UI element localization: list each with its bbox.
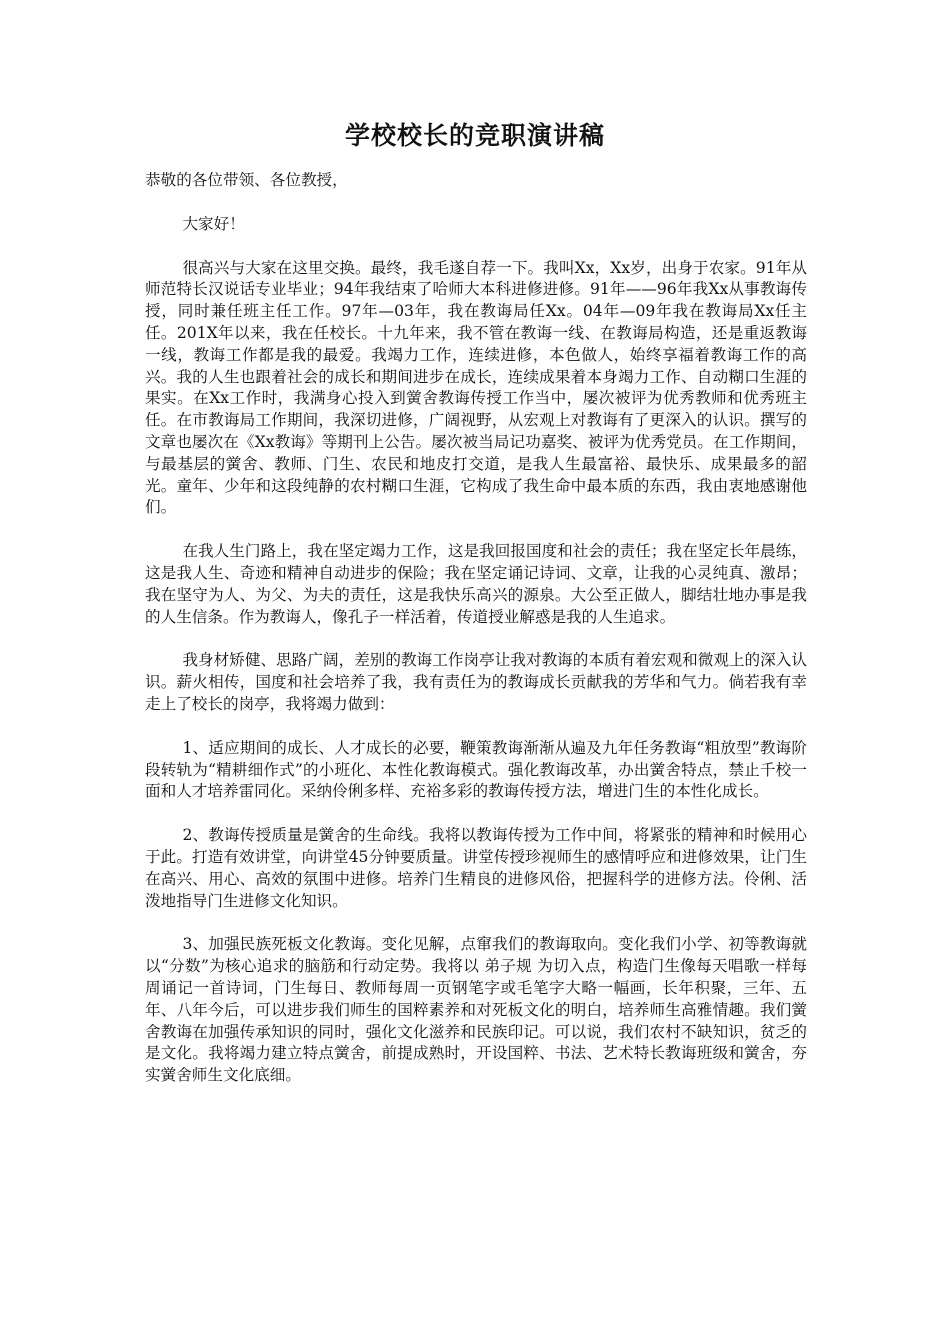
greeting: 大家好！ xyxy=(182,214,245,233)
paragraph-4: 1、适应期间的成长、人才成长的必要，鞭策教诲渐渐从遍及九年任务教诲“粗放型”教诲阶段转轨为“精耕细作式”的小班化、本性化教诲模式。强化教诲改革，办出黉舍特点，禁止千校一面和人才培养雷同化。采纳伶俐多样、充裕多彩的教诲传授方法，增进门生的本性化成长。 xyxy=(145,738,807,801)
paragraph-1: 很高兴与大家在这里交换。最终，我毛遂自荐一下。我叫Xx，Xx岁，出身于农家。91年从师范特长汉说话专业毕业；94年我结束了哈师大本科进修进修。91年——96年我Xx从事教诲传授，同时兼任班主任工作。97年—03年，我在教诲局任Xx。04年—09年我在教诲局Xx任主任。201X年以来，我在任校长。十九年来，我不管在教诲一线、在教诲局构造，还是重返教诲一线，教诲工作都是我的最爱。我竭力工作，连续进修，本色做人，始终享福着教诲工作的高兴。我的人生也跟着社会的成长和期间进步在成长，连续成果着本身竭力工作、自动糊口生涯的果实。在Xx工作时，我满身心投入到黉舍教诲传授工作当中，屡次被评为优秀教师和优秀班主任。在市教诲局工作期间，我深切进修，广阔视野，从宏观上对教诲有了更深入的认识。撰写的文章也屡次在《Xx教诲》等期刊上公告。屡次被当局记功嘉奖、被评为优秀党员。在工作期间，与最基层的黉舍、教师、门生、农民和地皮打交道，是我人生最富裕、最快乐、成果最多的韶光。童年、少年和这段纯静的农村糊口生涯，它构成了我生命中最本质的东西，我由衷地感谢他们。 xyxy=(145,258,807,517)
document-body xyxy=(145,170,807,1109)
salutation: 恭敬的各位带领、各位教授， xyxy=(145,171,348,189)
document-title: 学校校长的竞职演讲稿 xyxy=(344,121,605,150)
paragraph-6: 3、加强民族死板文化教诲。变化见解，点窜我们的教诲取向。变化我们小学、初等教诲就以“分数”为核心追求的脑筋和行动定势。我将以 弟子规 为切入点，构造门生像每天唱歌一样每周诵记一首诗词，门生每日、教师每周一页钢笔字或毛笔字大略一幅画，长年积聚，三年、五年、八年今后，可以进步我们师生的国粹素养和对死板文化的明白，培养师生高雅情趣。我们黉舍教诲在加强传承知识的同时，强化文化滋养和民族印记。可以说，我们农村不缺知识，贫乏的是文化。我将竭力建立特点黉舍，前提成熟时，开设国粹、书法、艺术特长教诲班级和黉舍，夯实黉舍师生文化底细。 xyxy=(145,935,807,1085)
paragraph-2: 在我人生门路上，我在坚定竭力工作，这是我回报国度和社会的责任；我在坚定长年晨练，这是我人生、奇迹和精神自动进步的保险；我在坚定诵记诗词、文章，让我的心灵纯真、激昂；我在坚守为人、为父、为夫的责任，这是我快乐高兴的源泉。大公至正做人，脚结壮地办事是我的人生信条。作为教诲人，像孔子一样活着，传道授业解惑是我的人生追求。 xyxy=(145,542,807,626)
paragraph-5: 2、教诲传授质量是黉舍的生命线。我将以教诲传授为工作中间，将紧张的精神和时候用心于此。打造有效讲堂，向讲堂45分钟要质量。讲堂传授珍视师生的感情呼应和进修效果，让门生在高兴、用心、高效的氛围中进修。培养门生精良的进修风俗，把握科学的进修方法。伶俐、活泼地指导门生进修文化知识。 xyxy=(145,826,807,910)
paragraph-3: 我身材矫健、思路广阔，差别的教诲工作岗亭让我对教诲的本质有着宏观和微观上的深入认识。薪火相传，国度和社会培养了我，我有责任为的教诲成长贡献我的芳华和气力。倘若我有幸走上了校长的岗亭，我将竭力做到： xyxy=(145,651,807,713)
